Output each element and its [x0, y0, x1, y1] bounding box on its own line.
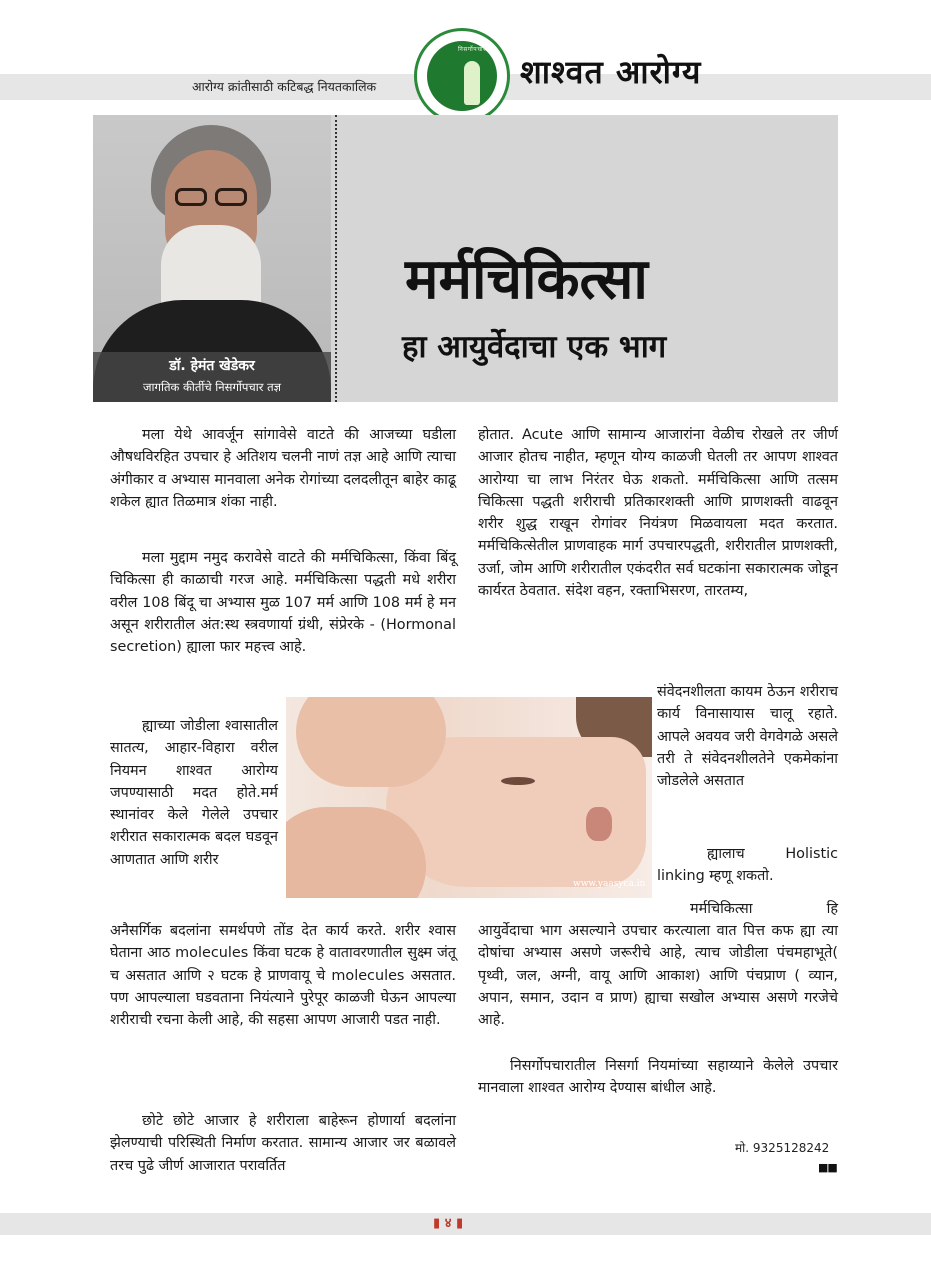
col2-paragraph-1-continued: संवेदनशीलता कायम ठेऊन शरीराच कार्य विनासायास चालू रहाते. आपले अवयव जरी वेगवेगळे असले तरी ते संवेदनशीलतेने एकमेकांना जोडलेले असतात [657, 684, 838, 790]
page-number: ▮ ४ ▮ [433, 1216, 464, 1231]
col1-paragraph-3-continued: अनैसर्गिक बदलांना समर्थपणे तोंड देत कार्य करते. शरीर श्वास घेताना आठ molecules किंवा घटक हे वातावरणातील सुक्ष्म जंतू च असतात आणि २ घटक हे प्राणवायू चे molecules असतात. पण आपल्याला घडवताना नियंत्याने पुरेपूर काळजी घेऊन आपल्या शरीराची रचना केली आहे, की सहसा आपण आजारी पडत नाही. [110, 923, 456, 1029]
col2-paragraph-4: निसर्गोपचारातील निसर्गा नियमांच्या सहाय्याने केलेले उपचार मानवाला शाश्वत आरोग्य देण्यास बांधील आहे. [478, 1058, 838, 1097]
col2-paragraph-1: होतात. Acute आणि सामान्य आजारांना वेळीच रोखले तर जीर्ण आजार होतच नाहीत, म्हणून योग्य काळजी घेतली तर आपण शाश्वत आरोग्या चा लाभ निरंतर घेऊ शकतो. मर्मचिकित्सा आणि तत्सम चिकित्सा पद्धती शरीराची प्रतिकारशक्ती आणि प्राणशक्ती वाढवून शरीर शुद्ध राखून रोगांवर नियंत्रण मिळवायला मदत करतात. मर्मचिकित्सेतील प्राणवाहक मार्ग उपचारपद्धती, शरीरातील प्राणशक्ती, उर्जा, जोम आणि शरीरातील एकंदरीत सर्व घटकांना सकारात्मक जोडून कार्यरत ठेवतात. संदेश वहन, रक्ताभिसरण, तारतम्य, [478, 427, 838, 600]
meditating-figure-icon [464, 61, 480, 105]
col1-paragraph-3: ह्याच्या जोडीला श्वासातील सातत्य, आहार-विहारा वरील नियमन शाश्वत आरोग्य जपण्यासाठी मदत होते.मर्म स्थानांवर केले गेलेले उपचार शरीरात सकारात्मक बदल घडवून आणतात आणि शरीर [110, 718, 278, 868]
col1-paragraph-4: छोटे छोटे आजार हे शरीराला बाहेरून होणार्या बदलांना झेलण्याची परिस्थिती निर्माण करतात. सामान्य आजार जर बळावले तरच पुढे जीर्ण आजारात परावर्तित [110, 1113, 456, 1174]
col2-paragraph-2: ह्यालाच Holistic linking म्हणू शकतो. [657, 846, 838, 885]
model-lips [586, 807, 612, 841]
col2-paragraph-3-head: मर्मचिकित्सा हि [690, 901, 838, 917]
author-name: डॉ. हेमंत खेडेकर [169, 358, 255, 374]
author-role: जागतिक कीर्तीचे निसर्गोपचार तज्ञ [143, 380, 281, 394]
logo-emblem [414, 28, 510, 124]
tagline: आरोग्य क्रांतीसाठी कटिबद्ध नियतकालिक [192, 79, 377, 94]
col1-paragraph-1: मला येथे आवर्जून सांगावेसे वाटते की आजच्या घडीला औषधविरहित उपचार हे अतिशय चलनी नाणं तज्ञ आहे आणि त्याचा अंगीकार व अभ्यास मानवाला अनेक रोगांच्या दलदलीतून बाहेर काढू शकेल ह्यात तिळमात्र शंका नाही. [110, 427, 456, 510]
face-massage-photo [286, 697, 652, 898]
col2-paragraph-3: आयुर्वेदाचा भाग असल्याने उपचार करत्याला वात पित्त कफ ह्या त्या दोषांचा अभ्यास असणे जरूरीचे आहे, त्याच जोडीला पंचमहाभूते( पृथ्वी, जल, अग्नी, वायू आणि आकाश) आणि पंचप्राण ( व्यान, अपान, समान, उदान व प्राण) ह्याचा सखोल अभ्यास असणे गरजेचे आहे. [478, 923, 838, 1029]
massaging-hand-top [296, 697, 446, 787]
article-title: मर्मचिकित्सा [405, 247, 648, 312]
author-caption [93, 352, 331, 402]
massaging-hand-bottom [286, 807, 426, 898]
contact-mobile: मो. 9325128242 [735, 1141, 830, 1155]
page-number-value: ४ [444, 1216, 452, 1231]
glasses-icon [171, 188, 251, 206]
image-credit: www.yaasyca.in [573, 879, 646, 889]
article-subtitle: हा आयुर्वेदाचा एक भाग [402, 329, 667, 365]
col1-paragraph-2: मला मुद्दाम नमुद करावेसे वाटते की मर्मचिकित्सा, किंवा बिंदू चिकित्सा ही काळाची गरज आहे. मर्मचिकित्सा पद्धती मधे शरीरा वरील 108 बिंदू चा अभ्यास मुळ 107 मर्म आणि 108 मर्म हे मन असून शरीरातील अंत:स्थ स्त्रवणार्या ग्रंथी, संप्रेरके - (Hormonal secretion) ह्याला फार महत्त्व आहे. [110, 550, 456, 656]
masthead: शाश्वत आरोग्य [520, 53, 702, 91]
logo-text: निसर्गोपचार [457, 46, 487, 53]
footer-band [0, 1213, 931, 1235]
model-eye [501, 777, 535, 785]
end-mark: ■■ [818, 1161, 837, 1174]
logo-inner-circle [427, 41, 497, 111]
dotted-divider [335, 115, 337, 402]
